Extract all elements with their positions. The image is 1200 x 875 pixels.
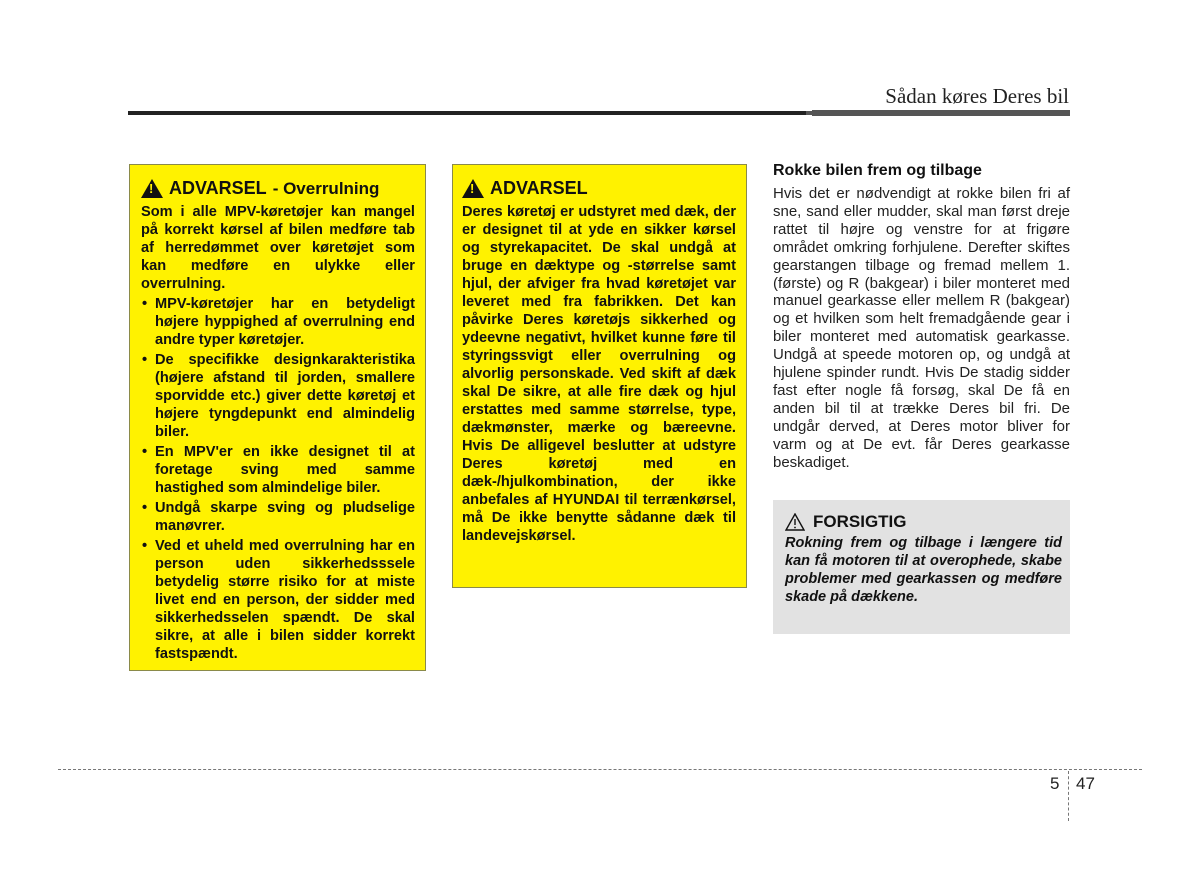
warning-bullet: • Undgå skarpe sving og pludselige manøvrer. [141,499,415,535]
warning-triangle-icon [462,179,484,198]
warning-bullet: • En MPV'er en ikke designet til at foretage sving med samme hastighed som almindelige biler. [141,443,415,497]
chapter-number: 5 [1050,774,1060,793]
caution-label: FORSIGTIG [813,512,907,531]
caution-heading [785,512,1062,532]
page-number-divider [1068,771,1069,821]
section-title: Rokke bilen frem og tilbage [773,162,982,179]
caution-body: Rokning frem og tilbage i længere tid kan få motoren til at overophede, skabe problemer med gearkassen og medføre skade på dækkene. [785,535,1062,605]
warning-label: ADVARSEL [490,178,588,198]
header-rule [128,111,1070,115]
warning-box-rollover [129,164,426,671]
warning-subtitle: - Overrulning [272,178,380,198]
warning-body: Deres køretøj er udstyret med dæk, der er designet til at yde en sikker kørsel og styrekapacitet. De skal undgå at bruge en dæktype og -størrelse samt hjul, der afviger fra hvad køretøjet var leveret med fra fabrikken. Det kan påvirke Deres køretøjs sikkerhed og ydeevne negativt, hvilket kunne føre til styringssvigt eller overrulning og alvorlig personskade. Ved skift af dæk skal De sikre, at alle fire dæk og hjul erstattes med samme størrelse, type, dækmønster, mærke og bæreevne. Hvis De alligevel beslutter at udstyre Deres køretøj med en dæk-/hjulkombination, der ikke anbefales af HYUNDAI til terrænkørsel, må De ikke benytte sådanne dæk til landevejskørsel. [462,204,736,544]
warning-bullet: • De specifikke designkarakteristika (højere afstand til jorden, smallere sporvidde etc.) giver dette køretøj et højere tyngdepunkt end almindelig biler. [141,351,415,441]
warning-bullet: • Ved et uheld med overrulning har en person uden sikkerhedsssele betydelig større risiko for at miste livet end en person, der sidder med sikkerhedsselen spændt. De skal sikre, at alle i bilen sidder korrekt fastspændt. [141,537,415,663]
caution-box [773,500,1070,634]
page-header-title: Sådan køres Deres bil [885,84,1069,108]
warning-box-tires [452,164,747,588]
section-body: Hvis det er nødvendigt at rokke bilen fri af sne, sand eller mudder, skal man først dreje rattet til højre og venstre for at frigøre området omkring forhjulene. Derefter skiftes gearstangen tilbage og fremad mellem 1. (første) og R (bakgear) i biler monteret med manuel gearkasse eller mellem R (bakgear) og et hvilken som helt fremadgående gear i biler monteret med automatisk gearkasse. Undgå at speede motoren op, og undgå at hjulene spinder rundt. Hvis De stadig sidder fast efter nogle få forsøg, skal De få en anden bil til at trække Deres bil fri. De undgår derved, at Deres motor bliver for varm og at De evt. får Deres gearkasse beskadiget. [773,185,1070,471]
warning-label: ADVARSEL [169,178,267,198]
warning-triangle-icon [141,179,163,198]
warning-heading [462,178,736,199]
warning-bullet-list [141,295,415,663]
footer-rule [58,769,1142,770]
rocking-section [773,162,1070,472]
caution-triangle-icon [785,513,805,531]
warning-bullet: • MPV-køretøjer har en betydeligt højere hyppighed af overrulning end andre typer køretøjer. [141,295,415,349]
warning-intro: Som i alle MPV-køretøjer kan mangel på korrekt kørsel af bilen medføre tab af herredømmet over køretøjet som kan medføre en ulykke eller overrulning. [141,204,415,292]
page-number: 47 [1076,774,1095,793]
warning-heading [141,178,415,199]
